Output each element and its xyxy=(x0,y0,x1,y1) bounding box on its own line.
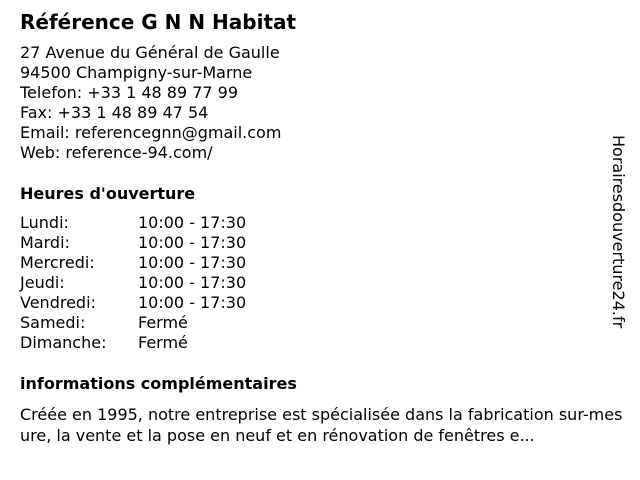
hours-table xyxy=(20,213,246,353)
hours-row-thursday xyxy=(20,273,246,293)
email-address: Email: referencegnn@gmail.com xyxy=(20,123,282,142)
contact-block xyxy=(20,43,281,163)
hours-row-saturday xyxy=(20,313,246,333)
hours-heading: Heures d'ouverture xyxy=(20,184,196,203)
hours-time: 10:00 - 17:30 xyxy=(138,233,247,252)
hours-day: Mardi: xyxy=(20,233,70,252)
hours-day: Samedi: xyxy=(20,313,86,332)
hours-row-sunday xyxy=(20,333,246,353)
info-heading: informations complémentaires xyxy=(20,374,297,393)
hours-day: Mercredi: xyxy=(20,253,95,272)
info-description: Créée en 1995, notre entreprise est spécialisée dans la fabrication sur-mesure, la vente et la pose en neuf et en rénovation de fenêtres e... xyxy=(20,405,623,445)
hours-row-friday xyxy=(20,293,246,313)
hours-time: 10:00 - 17:30 xyxy=(138,253,247,272)
business-name: Référence G N N Habitat xyxy=(20,10,297,34)
hours-row-tuesday xyxy=(20,233,246,253)
hours-day: Jeudi: xyxy=(20,273,65,292)
hours-time: 10:00 - 17:30 xyxy=(138,293,247,312)
hours-day: Lundi: xyxy=(20,213,69,232)
hours-row-wednesday xyxy=(20,253,246,273)
site-watermark: Horairesdouverture24.fr xyxy=(609,135,628,329)
hours-time: Fermé xyxy=(138,313,188,332)
hours-day: Vendredi: xyxy=(20,293,96,312)
hours-time: 10:00 - 17:30 xyxy=(138,213,247,232)
hours-time: 10:00 - 17:30 xyxy=(138,273,247,292)
hours-row-monday xyxy=(20,213,246,233)
hours-time: Fermé xyxy=(138,333,188,352)
street-address: 27 Avenue du Général de Gaulle xyxy=(20,43,280,62)
website: Web: reference-94.com/ xyxy=(20,143,213,162)
hours-day: Dimanche: xyxy=(20,333,107,352)
fax-number: Fax: +33 1 48 89 47 54 xyxy=(20,103,209,122)
phone-number: Telefon: +33 1 48 89 77 99 xyxy=(20,83,239,102)
city-postal: 94500 Champigny-sur-Marne xyxy=(20,63,253,82)
